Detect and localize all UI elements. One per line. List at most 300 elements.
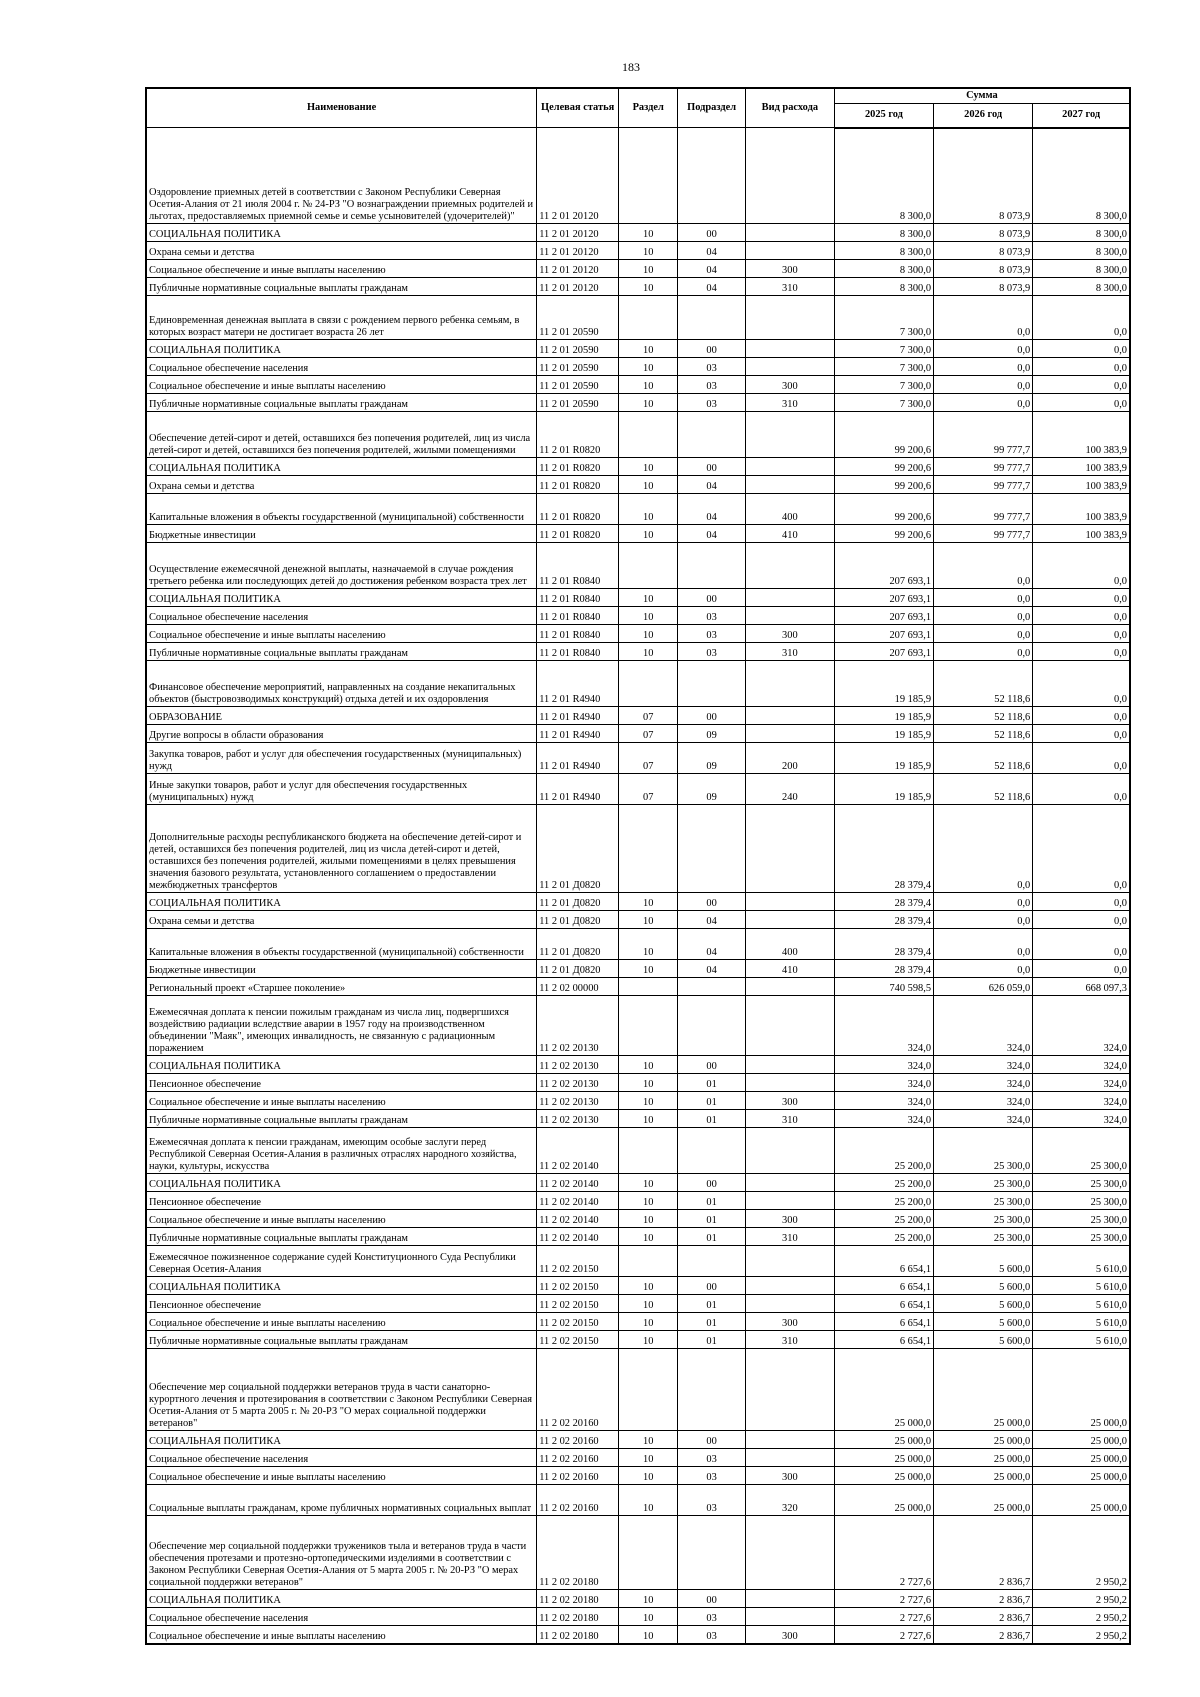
row-sum-2027: 324,0: [1033, 1110, 1130, 1128]
row-expense-type: [745, 996, 834, 1056]
row-target: 11 2 02 20180: [537, 1608, 619, 1626]
row-section: 07: [619, 743, 678, 774]
row-expense-type: [745, 1174, 834, 1192]
row-sum-2026: 0,0: [934, 589, 1033, 607]
row-subsection: 00: [678, 1431, 746, 1449]
row-sum-2026: 25 000,0: [934, 1467, 1033, 1485]
row-name: Финансовое обеспечение мероприятий, направленных на создание некапитальных объектов (быстровозводимых конструкций) отдыха детей и их оздоровления: [146, 661, 537, 707]
row-section: [619, 128, 678, 224]
row-section: 07: [619, 774, 678, 805]
row-target: 11 2 02 20130: [537, 1074, 619, 1092]
table-row: [146, 960, 1130, 978]
row-expense-type: 200: [745, 743, 834, 774]
row-sum-2025: 25 200,0: [834, 1174, 933, 1192]
table-row: [146, 476, 1130, 494]
row-name: Публичные нормативные социальные выплаты гражданам: [146, 278, 537, 296]
row-expense-type: [745, 725, 834, 743]
row-section: 10: [619, 1056, 678, 1074]
row-sum-2026: 324,0: [934, 1110, 1033, 1128]
row-sum-2026: 2 836,7: [934, 1516, 1033, 1590]
row-sum-2027: 8 300,0: [1033, 224, 1130, 242]
row-sum-2025: 7 300,0: [834, 340, 933, 358]
row-target: 11 2 01 R4940: [537, 707, 619, 725]
row-target: 11 2 02 20130: [537, 996, 619, 1056]
row-sum-2026: 324,0: [934, 1092, 1033, 1110]
row-sum-2025: 324,0: [834, 1092, 933, 1110]
row-subsection: 03: [678, 1485, 746, 1516]
row-sum-2026: 25 300,0: [934, 1228, 1033, 1246]
row-target: 11 2 01 20120: [537, 242, 619, 260]
row-section: 10: [619, 1467, 678, 1485]
row-target: 11 2 02 20140: [537, 1228, 619, 1246]
page-number: 183: [622, 60, 640, 74]
row-sum-2026: 5 600,0: [934, 1277, 1033, 1295]
row-sum-2026: 0,0: [934, 607, 1033, 625]
row-name: Ежемесячная доплата к пенсии гражданам, имеющим особые заслуги перед Республикой Северная Осетия-Алания в различных отраслях народного хозяйства, науки, культуры, искусства: [146, 1128, 537, 1174]
row-expense-type: [745, 661, 834, 707]
row-sum-2025: 28 379,4: [834, 911, 933, 929]
table-row: [146, 996, 1130, 1056]
row-sum-2027: 0,0: [1033, 960, 1130, 978]
row-subsection: 09: [678, 725, 746, 743]
row-name: Социальное обеспечение населения: [146, 607, 537, 625]
row-subsection: [678, 1246, 746, 1277]
row-expense-type: [745, 911, 834, 929]
header-2025: 2025 год: [834, 104, 933, 128]
row-section: 10: [619, 1295, 678, 1313]
row-sum-2027: 8 300,0: [1033, 278, 1130, 296]
row-section: 10: [619, 1277, 678, 1295]
row-expense-type: [745, 224, 834, 242]
header-sum: Сумма: [834, 88, 1130, 104]
row-sum-2025: 7 300,0: [834, 358, 933, 376]
table-row: [146, 242, 1130, 260]
row-name: Социальное обеспечение и иные выплаты населению: [146, 625, 537, 643]
row-subsection: 03: [678, 607, 746, 625]
header-2026: 2026 год: [934, 104, 1033, 128]
row-name: Пенсионное обеспечение: [146, 1074, 537, 1092]
row-expense-type: 300: [745, 625, 834, 643]
table-row: [146, 340, 1130, 358]
row-subsection: 00: [678, 340, 746, 358]
row-sum-2026: 0,0: [934, 543, 1033, 589]
row-subsection: 00: [678, 224, 746, 242]
row-subsection: 01: [678, 1295, 746, 1313]
row-subsection: 04: [678, 911, 746, 929]
row-expense-type: [745, 1516, 834, 1590]
row-expense-type: 310: [745, 394, 834, 412]
row-sum-2026: 25 300,0: [934, 1192, 1033, 1210]
table-row: [146, 774, 1130, 805]
header-subsection: Подраздел: [678, 88, 746, 128]
row-expense-type: [745, 1192, 834, 1210]
row-target: 11 2 02 20140: [537, 1174, 619, 1192]
table-row: [146, 1431, 1130, 1449]
row-sum-2025: 8 300,0: [834, 128, 933, 224]
row-section: 10: [619, 242, 678, 260]
row-expense-type: [745, 296, 834, 340]
row-target: 11 2 02 00000: [537, 978, 619, 996]
row-sum-2025: 2 727,6: [834, 1516, 933, 1590]
row-sum-2027: 100 383,9: [1033, 476, 1130, 494]
row-sum-2026: 5 600,0: [934, 1313, 1033, 1331]
row-target: 11 2 01 R0820: [537, 494, 619, 525]
row-section: 10: [619, 1626, 678, 1644]
row-sum-2026: 52 118,6: [934, 707, 1033, 725]
row-subsection: 09: [678, 774, 746, 805]
row-sum-2025: 99 200,6: [834, 525, 933, 543]
row-subsection: 01: [678, 1092, 746, 1110]
row-target: 11 2 02 20150: [537, 1331, 619, 1349]
row-subsection: 04: [678, 476, 746, 494]
row-section: [619, 978, 678, 996]
row-expense-type: [745, 589, 834, 607]
row-sum-2025: 8 300,0: [834, 278, 933, 296]
row-sum-2026: 25 300,0: [934, 1128, 1033, 1174]
row-sum-2025: 28 379,4: [834, 893, 933, 911]
row-sum-2027: 0,0: [1033, 893, 1130, 911]
row-expense-type: 310: [745, 1228, 834, 1246]
row-name: Бюджетные инвестиции: [146, 960, 537, 978]
row-section: 10: [619, 376, 678, 394]
row-target: 11 2 02 20150: [537, 1313, 619, 1331]
row-name: Обеспечение мер социальной поддержки ветеранов труда в части санаторно-курортного лечения и протезирования в соответствии с Законом Республики Северная Осетия-Алания от 5 марта 2005 г. № 20-РЗ "О мерах социальной поддержки ветеранов": [146, 1349, 537, 1431]
row-sum-2026: 0,0: [934, 960, 1033, 978]
row-name: СОЦИАЛЬНАЯ ПОЛИТИКА: [146, 340, 537, 358]
table-row: [146, 525, 1130, 543]
row-sum-2025: 207 693,1: [834, 643, 933, 661]
row-section: 10: [619, 224, 678, 242]
row-name: СОЦИАЛЬНАЯ ПОЛИТИКА: [146, 224, 537, 242]
row-expense-type: [745, 1449, 834, 1467]
row-section: 10: [619, 643, 678, 661]
row-sum-2027: 0,0: [1033, 805, 1130, 893]
row-name: Региональный проект «Старшее поколение»: [146, 978, 537, 996]
row-sum-2025: 25 000,0: [834, 1467, 933, 1485]
row-subsection: [678, 128, 746, 224]
row-sum-2025: 19 185,9: [834, 707, 933, 725]
table-row: [146, 260, 1130, 278]
row-name: Публичные нормативные социальные выплаты гражданам: [146, 1228, 537, 1246]
row-sum-2025: 28 379,4: [834, 929, 933, 960]
row-sum-2026: 324,0: [934, 996, 1033, 1056]
row-expense-type: [745, 1608, 834, 1626]
table-row: [146, 1295, 1130, 1313]
row-target: 11 2 02 20130: [537, 1056, 619, 1074]
row-section: 10: [619, 1210, 678, 1228]
row-subsection: 03: [678, 625, 746, 643]
row-section: 10: [619, 394, 678, 412]
row-target: 11 2 01 R4940: [537, 725, 619, 743]
row-sum-2027: 0,0: [1033, 743, 1130, 774]
row-target: 11 2 02 20160: [537, 1349, 619, 1431]
row-sum-2027: 25 300,0: [1033, 1192, 1130, 1210]
row-section: 10: [619, 476, 678, 494]
row-sum-2026: 0,0: [934, 358, 1033, 376]
row-subsection: 00: [678, 1590, 746, 1608]
row-sum-2027: 0,0: [1033, 543, 1130, 589]
row-expense-type: [745, 805, 834, 893]
row-target: 11 2 02 20160: [537, 1431, 619, 1449]
table-row: [146, 978, 1130, 996]
row-name: Ежемесячная доплата к пенсии пожилым гражданам из числа лиц, подвергшихся воздействию радиации вследствие аварии в 1957 году на производственном объединении "Маяк", имеющих инвалидность, не связанную с радиационным поражением: [146, 996, 537, 1056]
table-row: [146, 805, 1130, 893]
row-name: Дополнительные расходы республиканского бюджета на обеспечение детей-сирот и детей, оставшихся без попечения родителей, лиц из числа детей-сирот и детей, оставшихся без попечения родителей, жилыми помещениями в целях превышения значения базового результата, установленного соглашением о предоставлении межбюджетных трансфертов: [146, 805, 537, 893]
row-section: 07: [619, 725, 678, 743]
row-sum-2027: 5 610,0: [1033, 1313, 1130, 1331]
row-expense-type: 310: [745, 1331, 834, 1349]
table-row: [146, 458, 1130, 476]
row-target: 11 2 01 R0820: [537, 412, 619, 458]
row-sum-2025: 7 300,0: [834, 376, 933, 394]
row-subsection: 01: [678, 1192, 746, 1210]
row-sum-2025: 28 379,4: [834, 805, 933, 893]
row-section: 10: [619, 1449, 678, 1467]
row-sum-2026: 25 300,0: [934, 1174, 1033, 1192]
row-subsection: 04: [678, 494, 746, 525]
row-sum-2027: 0,0: [1033, 625, 1130, 643]
row-target: 11 2 01 20590: [537, 394, 619, 412]
row-sum-2025: 99 200,6: [834, 476, 933, 494]
row-target: 11 2 02 20180: [537, 1626, 619, 1644]
row-subsection: 09: [678, 743, 746, 774]
row-sum-2027: 25 000,0: [1033, 1449, 1130, 1467]
row-section: [619, 296, 678, 340]
row-sum-2026: 5 600,0: [934, 1246, 1033, 1277]
row-target: 11 2 01 R4940: [537, 774, 619, 805]
row-expense-type: [745, 543, 834, 589]
row-sum-2025: 207 693,1: [834, 625, 933, 643]
row-name: СОЦИАЛЬНАЯ ПОЛИТИКА: [146, 458, 537, 476]
table-row: [146, 1210, 1130, 1228]
row-subsection: 04: [678, 278, 746, 296]
row-sum-2027: 25 300,0: [1033, 1210, 1130, 1228]
row-sum-2027: 0,0: [1033, 911, 1130, 929]
row-sum-2025: 7 300,0: [834, 394, 933, 412]
row-name: Социальное обеспечение и иные выплаты населению: [146, 376, 537, 394]
row-target: 11 2 01 20590: [537, 296, 619, 340]
row-target: 11 2 01 20590: [537, 358, 619, 376]
header-name: Наименование: [146, 88, 537, 128]
row-section: 10: [619, 1485, 678, 1516]
row-section: 10: [619, 1074, 678, 1092]
row-sum-2026: 25 300,0: [934, 1210, 1033, 1228]
row-sum-2027: 25 000,0: [1033, 1431, 1130, 1449]
row-name: Бюджетные инвестиции: [146, 525, 537, 543]
row-sum-2025: 25 200,0: [834, 1228, 933, 1246]
row-target: 11 2 02 20130: [537, 1110, 619, 1128]
row-sum-2027: 2 950,2: [1033, 1626, 1130, 1644]
row-expense-type: 300: [745, 1467, 834, 1485]
row-target: 11 2 02 20150: [537, 1246, 619, 1277]
row-target: 11 2 01 R0820: [537, 476, 619, 494]
table-row: [146, 1192, 1130, 1210]
row-sum-2026: 25 000,0: [934, 1431, 1033, 1449]
row-expense-type: [745, 893, 834, 911]
table-row: [146, 1056, 1130, 1074]
row-sum-2026: 0,0: [934, 893, 1033, 911]
row-expense-type: 310: [745, 278, 834, 296]
row-expense-type: [745, 1056, 834, 1074]
table-row: [146, 929, 1130, 960]
row-subsection: 03: [678, 1626, 746, 1644]
row-name: Пенсионное обеспечение: [146, 1295, 537, 1313]
table-row: [146, 358, 1130, 376]
row-sum-2027: 0,0: [1033, 296, 1130, 340]
row-name: Социальное обеспечение населения: [146, 1608, 537, 1626]
row-target: 11 2 01 Д0820: [537, 929, 619, 960]
row-expense-type: 400: [745, 494, 834, 525]
table-row: [146, 707, 1130, 725]
row-sum-2027: 5 610,0: [1033, 1295, 1130, 1313]
row-name: Капитальные вложения в объекты государственной (муниципальной) собственности: [146, 929, 537, 960]
row-expense-type: [745, 607, 834, 625]
row-subsection: [678, 1516, 746, 1590]
row-sum-2027: 0,0: [1033, 376, 1130, 394]
row-expense-type: [745, 1349, 834, 1431]
row-expense-type: 300: [745, 1626, 834, 1644]
row-sum-2027: 100 383,9: [1033, 525, 1130, 543]
row-expense-type: [745, 476, 834, 494]
table-row: [146, 1485, 1130, 1516]
row-sum-2027: 0,0: [1033, 725, 1130, 743]
table-row: [146, 224, 1130, 242]
row-expense-type: [745, 1074, 834, 1092]
row-target: 11 2 02 20180: [537, 1516, 619, 1590]
row-sum-2025: 8 300,0: [834, 224, 933, 242]
table-row: [146, 494, 1130, 525]
row-subsection: 04: [678, 242, 746, 260]
row-expense-type: [745, 340, 834, 358]
row-name: Публичные нормативные социальные выплаты гражданам: [146, 643, 537, 661]
row-sum-2025: 6 654,1: [834, 1246, 933, 1277]
row-sum-2025: 324,0: [834, 1074, 933, 1092]
row-sum-2025: 25 000,0: [834, 1485, 933, 1516]
row-sum-2025: 25 000,0: [834, 1449, 933, 1467]
table-row: [146, 661, 1130, 707]
row-sum-2027: 324,0: [1033, 1056, 1130, 1074]
row-sum-2026: 0,0: [934, 929, 1033, 960]
row-subsection: 04: [678, 260, 746, 278]
row-name: Охрана семьи и детства: [146, 242, 537, 260]
row-subsection: 01: [678, 1074, 746, 1092]
row-subsection: [678, 296, 746, 340]
row-sum-2026: 52 118,6: [934, 661, 1033, 707]
row-subsection: [678, 1128, 746, 1174]
row-target: 11 2 01 20590: [537, 376, 619, 394]
row-sum-2025: 19 185,9: [834, 725, 933, 743]
table-row: [146, 1467, 1130, 1485]
row-subsection: [678, 1349, 746, 1431]
row-subsection: 01: [678, 1228, 746, 1246]
table-row: [146, 1626, 1130, 1644]
row-sum-2025: 207 693,1: [834, 607, 933, 625]
row-sum-2026: 99 777,7: [934, 494, 1033, 525]
row-section: 10: [619, 607, 678, 625]
row-sum-2026: 25 000,0: [934, 1449, 1033, 1467]
row-section: 10: [619, 1431, 678, 1449]
row-sum-2026: 99 777,7: [934, 476, 1033, 494]
row-name: СОЦИАЛЬНАЯ ПОЛИТИКА: [146, 1174, 537, 1192]
header-target: Целевая статья: [537, 88, 619, 128]
table-row: [146, 607, 1130, 625]
row-expense-type: [745, 1590, 834, 1608]
row-target: 11 2 02 20160: [537, 1449, 619, 1467]
table-row: [146, 128, 1130, 224]
table-row: [146, 743, 1130, 774]
row-section: 10: [619, 960, 678, 978]
table-row: [146, 1349, 1130, 1431]
row-section: 10: [619, 929, 678, 960]
row-sum-2027: 5 610,0: [1033, 1331, 1130, 1349]
row-name: Иные закупки товаров, работ и услуг для обеспечения государственных (муниципальных) нужд: [146, 774, 537, 805]
row-sum-2027: 2 950,2: [1033, 1590, 1130, 1608]
row-sum-2027: 324,0: [1033, 1074, 1130, 1092]
row-subsection: 00: [678, 1056, 746, 1074]
table-row: [146, 394, 1130, 412]
row-sum-2027: 25 000,0: [1033, 1349, 1130, 1431]
row-section: 10: [619, 1313, 678, 1331]
row-name: Пенсионное обеспечение: [146, 1192, 537, 1210]
row-subsection: [678, 805, 746, 893]
row-sum-2026: 52 118,6: [934, 743, 1033, 774]
table-row: [146, 911, 1130, 929]
row-sum-2027: 324,0: [1033, 1092, 1130, 1110]
row-name: Социальное обеспечение населения: [146, 1449, 537, 1467]
row-name: Социальное обеспечение и иные выплаты населению: [146, 1092, 537, 1110]
row-subsection: [678, 978, 746, 996]
row-subsection: 03: [678, 394, 746, 412]
row-target: 11 2 02 20180: [537, 1590, 619, 1608]
row-sum-2026: 8 073,9: [934, 128, 1033, 224]
row-expense-type: [745, 128, 834, 224]
row-target: 11 2 01 R0820: [537, 525, 619, 543]
row-sum-2027: 8 300,0: [1033, 128, 1130, 224]
row-name: СОЦИАЛЬНАЯ ПОЛИТИКА: [146, 893, 537, 911]
row-subsection: 00: [678, 893, 746, 911]
row-sum-2027: 0,0: [1033, 707, 1130, 725]
row-sum-2026: 25 000,0: [934, 1485, 1033, 1516]
row-name: Охрана семьи и детства: [146, 911, 537, 929]
row-sum-2026: 2 836,7: [934, 1608, 1033, 1626]
row-sum-2025: 6 654,1: [834, 1313, 933, 1331]
row-section: 10: [619, 911, 678, 929]
row-section: 10: [619, 1174, 678, 1192]
row-section: [619, 1128, 678, 1174]
row-sum-2026: 0,0: [934, 340, 1033, 358]
table-row: [146, 1128, 1130, 1174]
row-name: СОЦИАЛЬНАЯ ПОЛИТИКА: [146, 1277, 537, 1295]
row-name: Обеспечение мер социальной поддержки тружеников тыла и ветеранов труда в части обеспечения протезами и протезно-ортопедическими изделиями в соответствии с Законом Республики Северная Осетия-Алания от 5 марта 2005 г. № 20-РЗ "О мерах социальной поддержки ветеранов": [146, 1516, 537, 1590]
row-expense-type: [745, 242, 834, 260]
row-sum-2026: 5 600,0: [934, 1295, 1033, 1313]
row-target: 11 2 01 Д0820: [537, 960, 619, 978]
row-name: Ежемесячное пожизненное содержание судей Конституционного Суда Республики Северная Осетия-Алания: [146, 1246, 537, 1277]
row-expense-type: [745, 458, 834, 476]
row-sum-2026: 5 600,0: [934, 1331, 1033, 1349]
row-target: 11 2 01 R0820: [537, 458, 619, 476]
row-sum-2027: 5 610,0: [1033, 1277, 1130, 1295]
row-subsection: [678, 412, 746, 458]
row-name: СОЦИАЛЬНАЯ ПОЛИТИКА: [146, 1590, 537, 1608]
row-target: 11 2 01 R0840: [537, 625, 619, 643]
row-sum-2025: 207 693,1: [834, 543, 933, 589]
row-expense-type: [745, 707, 834, 725]
row-sum-2026: 99 777,7: [934, 458, 1033, 476]
row-name: Социальные выплаты гражданам, кроме публичных нормативных социальных выплат: [146, 1485, 537, 1516]
row-section: 10: [619, 893, 678, 911]
table-row: [146, 1516, 1130, 1590]
